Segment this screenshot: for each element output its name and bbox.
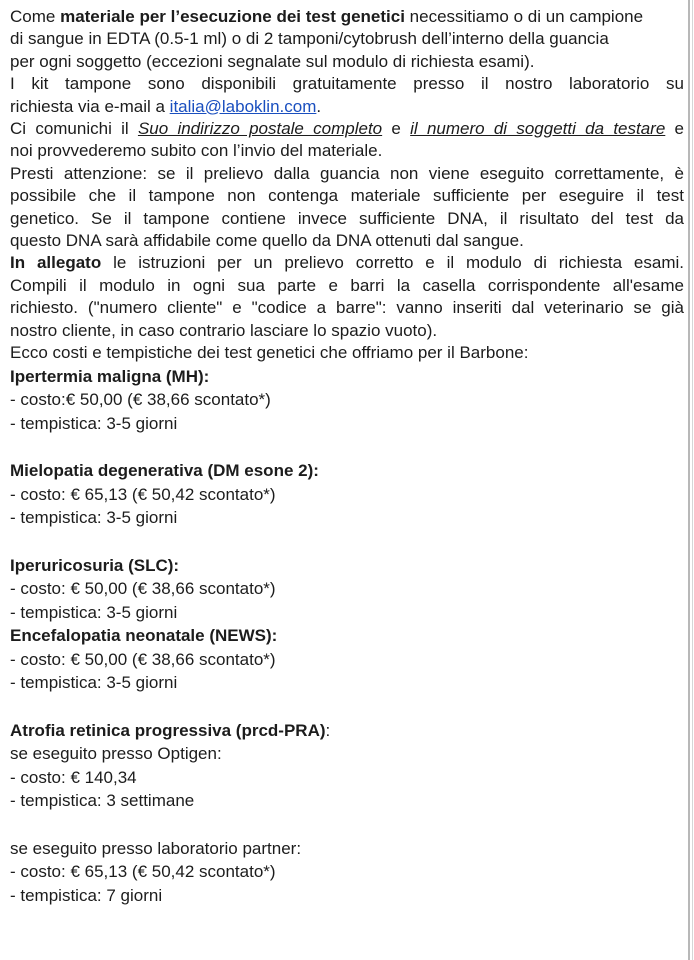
test-cost: - costo: € 65,13 (€ 50,42 scontato*) bbox=[10, 484, 276, 504]
test-title: Mielopatia degenerativa (DM esone 2): bbox=[10, 461, 319, 480]
test-slc bbox=[10, 554, 684, 625]
partner-cost: - costo: € 65,13 (€ 50,42 scontato*) bbox=[10, 862, 276, 881]
subjects-emphasis: il numero di soggetti da testare bbox=[410, 119, 666, 139]
test-title: Ipertermia maligna (MH): bbox=[10, 366, 210, 386]
partner-time: - tempistica: 7 giorni bbox=[10, 885, 163, 905]
spacer bbox=[10, 530, 684, 554]
attention-line-2: possibile che il tampone non contenga materiale sufficiente per eseguire il test bbox=[10, 186, 684, 206]
materiale-bold: materiale per l’esecuzione dei test genetici bbox=[60, 7, 405, 26]
test-news bbox=[10, 624, 684, 695]
costs-intro: Ecco costi e tempistiche dei test genetici che offriamo per il Barbone: bbox=[10, 343, 529, 363]
attention-line-3: genetico. Se il tampone contiene invece sufficiente DNA, il risultato del test da bbox=[10, 208, 684, 228]
test-title: Iperuricosuria (SLC): bbox=[10, 555, 180, 575]
test-cost: - costo: € 50,00 (€ 38,66 scontato*) bbox=[10, 579, 276, 598]
attachment-line-4: nostro cliente, in caso contrario lasciare lo spazio vuoto). bbox=[10, 320, 438, 340]
test-title: Atrofia retinica progressiva (prcd-PRA) bbox=[10, 720, 326, 740]
test-dm bbox=[10, 459, 684, 530]
address-emphasis: Suo indirizzo postale completo bbox=[137, 119, 383, 139]
test-time: - tempistica: 3-5 giorni bbox=[10, 673, 178, 692]
pra-title-line: Atrofia retinica progressiva (prcd-PRA): bbox=[10, 720, 331, 740]
attention-line-4: questo DNA sarà affidabile come quello da DNA ottenuti dal sangue. bbox=[10, 231, 524, 251]
optigen-time: - tempistica: 3 settimane bbox=[10, 791, 195, 810]
test-cost: - costo:€ 50,00 (€ 38,66 scontato*) bbox=[10, 390, 271, 409]
page-border bbox=[688, 0, 690, 960]
attachment-line-1: In allegato le istruzioni per un prelievo corretto e il modulo di richiesta esami. bbox=[10, 253, 684, 273]
attention-line-1: Presti attenzione: se il prelievo dalla guancia non viene eseguito correttamente, è bbox=[10, 163, 684, 183]
test-time: - tempistica: 3-5 giorni bbox=[10, 508, 178, 527]
intro-line-3: per ogni soggetto (eccezioni segnalate sul modulo di richiesta esami). bbox=[10, 51, 535, 71]
partner-label: se eseguito presso laboratorio partner: bbox=[10, 838, 302, 858]
address-line-2: noi provvederemo subito con l’invio del materiale. bbox=[10, 141, 383, 161]
optigen-cost: - costo: € 140,34 bbox=[10, 767, 137, 787]
email-link[interactable]: italia@laboklin.com bbox=[169, 96, 317, 116]
test-pra bbox=[10, 719, 684, 908]
attachment-line-2: Compili il modulo in ogni sua parte e barri la casella corrispondente all'esame bbox=[10, 275, 684, 295]
attachment-line-3: richiesto. ("numero cliente" e "codice a barre": vanno inseriti dal veterinario se già bbox=[10, 298, 684, 318]
test-time: - tempistica: 3-5 giorni bbox=[10, 602, 178, 622]
test-mh bbox=[10, 365, 684, 436]
optigen-label: se eseguito presso Optigen: bbox=[10, 744, 222, 763]
attachment-bold: In allegato bbox=[10, 253, 102, 273]
kit-line-2: richiesta via e-mail a italia@laboklin.com. bbox=[10, 96, 322, 116]
intro-line-1: Come materiale per l’esecuzione dei test genetici necessitiamo o di un campione bbox=[10, 7, 644, 26]
spacer bbox=[10, 435, 684, 459]
page-border-shadow bbox=[692, 0, 693, 960]
intro-text bbox=[10, 6, 684, 365]
spacer bbox=[10, 813, 684, 837]
spacer bbox=[10, 695, 684, 719]
test-time: - tempistica: 3-5 giorni bbox=[10, 413, 178, 433]
intro-line-2: di sangue in EDTA (0.5-1 ml) o di 2 tamponi/cytobrush dell’interno della guancia bbox=[10, 29, 609, 49]
address-line-1: Ci comunichi il Suo indirizzo postale completo e il numero di soggetti da testare e bbox=[10, 119, 685, 139]
kit-line-1: I kit tampone sono disponibili gratuitamente presso il nostro laboratorio su bbox=[10, 74, 684, 94]
test-cost: - costo: € 50,00 (€ 38,66 scontato*) bbox=[10, 649, 276, 669]
test-title: Encefalopatia neonatale (NEWS): bbox=[10, 626, 278, 645]
